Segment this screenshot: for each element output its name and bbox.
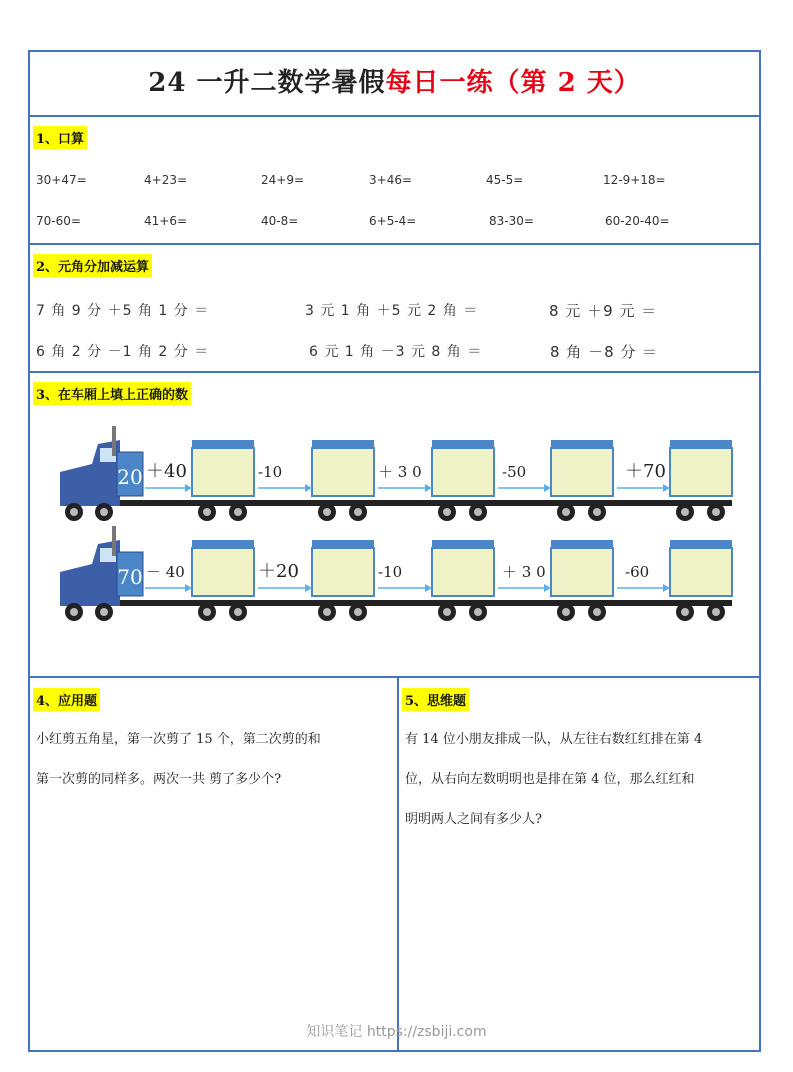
- wagon-icon: [192, 540, 254, 621]
- calc-item: 3+46=: [369, 173, 413, 187]
- train-2: [60, 526, 732, 621]
- calc-item: 40-8=: [261, 214, 299, 228]
- train-1: [60, 426, 732, 521]
- operation-label: ＋ 3 0: [502, 563, 546, 581]
- calc-item: 70-60=: [36, 214, 81, 228]
- arrow-icon: [145, 484, 192, 492]
- calc-item: 12-9+18=: [603, 173, 666, 187]
- footer-watermark: 知识笔记 https://zsbiji.com: [306, 1024, 487, 1040]
- calc-item: 24+9=: [261, 173, 305, 187]
- wagon-blank: [312, 548, 374, 596]
- section4-label: 4、应用题: [33, 688, 100, 711]
- calc-item: 30+47=: [36, 173, 87, 187]
- calc-item: 60-20-40=: [605, 214, 670, 228]
- calc-item: 4+23=: [144, 173, 188, 187]
- money-item: 3 元 1 角 ＋5 元 2 角 ＝: [305, 303, 479, 319]
- calc-item: 83-30=: [489, 214, 534, 228]
- operation-label: -10: [378, 563, 403, 581]
- thinking-problem: [405, 720, 760, 840]
- arrow-icon: [145, 584, 192, 592]
- word-problem: [36, 720, 396, 800]
- train-illustration: [0, 410, 793, 670]
- operation-label: ＋ 3 0: [378, 463, 422, 481]
- wagon-blank: [192, 548, 254, 596]
- operation-label: ＋70: [625, 461, 666, 482]
- arrow-icon: [617, 484, 670, 492]
- arrow-icon: [258, 484, 312, 492]
- arrow-icon: [498, 484, 551, 492]
- operation-label: － 40: [146, 563, 185, 581]
- wagon-icon: [432, 540, 494, 621]
- title-red: 每日一练（第 2 天）: [385, 68, 641, 98]
- problem-line: 第一次剪的同样多。两次一共 剪了多少个?: [36, 772, 282, 787]
- wagon-icon: [312, 540, 374, 621]
- operation-label: ＋20: [258, 561, 299, 582]
- title-black: 24 一升二数学暑假: [148, 68, 386, 98]
- divider-1: [30, 115, 759, 117]
- divider-3: [30, 371, 759, 373]
- wagon-blank: [192, 448, 254, 496]
- arrow-icon: [378, 484, 432, 492]
- money-item: 8 元 ＋9 元 ＝: [549, 302, 658, 320]
- money-item: 8 角 －8 分 ＝: [550, 343, 659, 361]
- wagon-blank: [432, 448, 494, 496]
- calc-item: 6+5-4=: [369, 214, 417, 228]
- page-title: [30, 62, 759, 99]
- arrow-icon: [378, 584, 432, 592]
- wagon-icon: [670, 540, 732, 621]
- truck-icon: [60, 426, 143, 521]
- section3-label: 3、在车厢上填上正确的数: [33, 382, 191, 405]
- wagon-blank: [432, 548, 494, 596]
- arrow-icon: [498, 584, 551, 592]
- arrow-icon: [617, 584, 670, 592]
- wagon-icon: [670, 440, 732, 521]
- problem-line: 小红剪五角星，第一次剪了 15 个，第二次剪的和: [36, 732, 321, 747]
- problem-line: 明明两人之间有多少人?: [405, 812, 542, 827]
- wagon-icon: [551, 540, 613, 621]
- start-number: 20: [117, 465, 143, 489]
- problem-line: 位，从右向左数明明也是排在第 4 位，那么红红和: [405, 772, 695, 787]
- start-number: 70: [117, 565, 143, 589]
- arrow-icon: [258, 584, 312, 592]
- money-item: 6 元 1 角 －3 元 8 角 ＝: [309, 344, 483, 360]
- operation-label: -50: [502, 463, 527, 481]
- operation-label: -60: [625, 563, 650, 581]
- wagon-blank: [551, 448, 613, 496]
- wagon-icon: [192, 440, 254, 521]
- wagon-icon: [551, 440, 613, 521]
- calc-item: 45-5=: [486, 173, 524, 187]
- wagon-blank: [670, 448, 732, 496]
- section1-label: 1、口算: [33, 126, 87, 149]
- wagon-blank: [670, 548, 732, 596]
- wagon-icon: [312, 440, 374, 521]
- wagon-icon: [432, 440, 494, 521]
- operation-label: -10: [258, 463, 283, 481]
- money-item: 7 角 9 分 ＋5 角 1 分 ＝: [36, 303, 210, 319]
- section2-label: 2、元角分加减运算: [33, 254, 152, 277]
- calc-item: 41+6=: [144, 214, 188, 228]
- divider-2: [30, 243, 759, 245]
- truck-icon: [60, 526, 143, 621]
- train-chassis: [60, 600, 732, 606]
- wagon-blank: [551, 548, 613, 596]
- operation-label: ＋40: [146, 461, 187, 482]
- train-chassis: [60, 500, 732, 506]
- money-item: 6 角 2 分 －1 角 2 分 ＝: [36, 344, 210, 360]
- problem-line: 有 14 位小朋友排成一队，从左往右数红红排在第 4: [405, 732, 703, 747]
- wagon-blank: [312, 448, 374, 496]
- divider-vertical: [397, 676, 399, 1052]
- section5-label: 5、思维题: [402, 688, 469, 711]
- divider-4: [30, 676, 759, 678]
